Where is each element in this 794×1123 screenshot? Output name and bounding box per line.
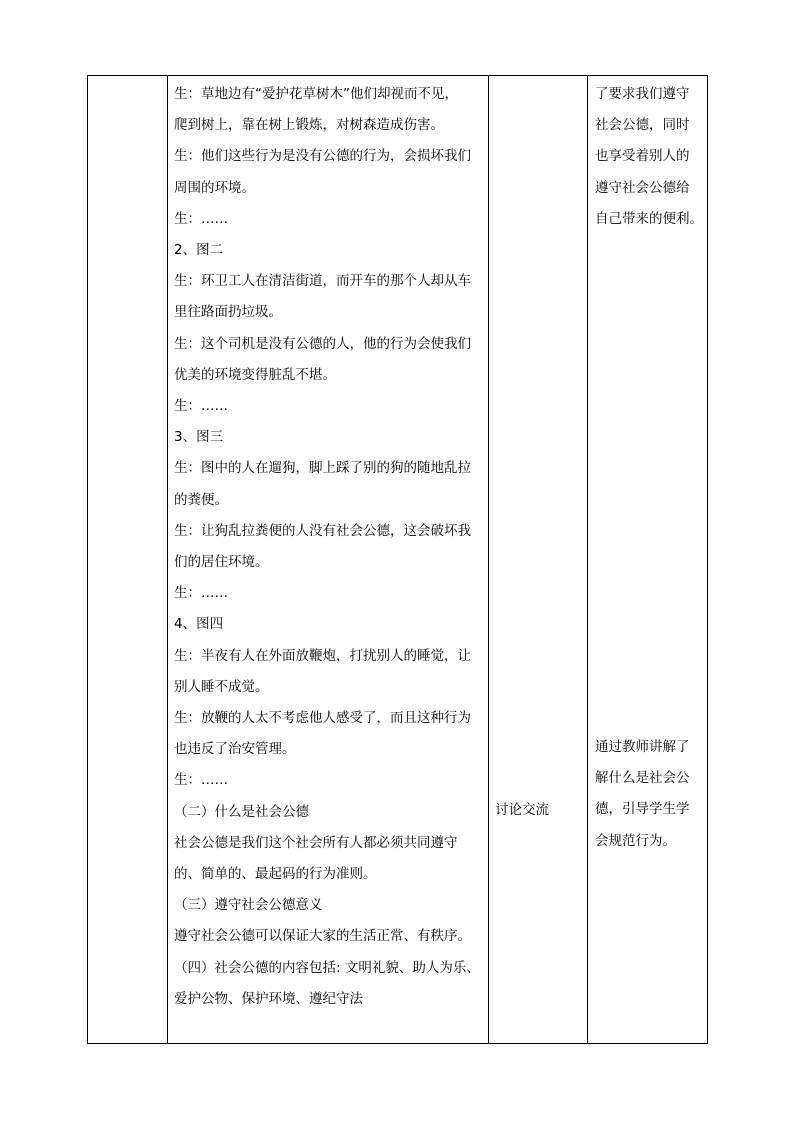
- content-line: 社会公德是我们这个社会所有人都必须共同遵守: [174, 834, 458, 851]
- intent-line: 社会公德，同时: [595, 117, 690, 134]
- content-line: 生：他们这些行为是没有公德的行为，会损坏我们: [174, 148, 471, 165]
- content-line: 生：……: [174, 398, 228, 415]
- content-line: 爱护公物、保护环境、遵纪守法: [174, 990, 363, 1007]
- intent-line: 也享受着别人的: [595, 148, 690, 165]
- activity-cell: [489, 76, 588, 1044]
- content-line: 生：……: [174, 772, 228, 789]
- content-line: 周围的环境。: [174, 179, 255, 196]
- content-line: 优美的环境变得脏乱不堪。: [174, 366, 336, 383]
- content-line: 生：……: [174, 210, 228, 227]
- content-line: 生：环卫工人在清洁街道，而开车的那个人却从车: [174, 273, 471, 290]
- content-text-block: [168, 76, 488, 1015]
- intent-line: 遵守社会公德给: [595, 179, 690, 196]
- content-line: 生：这个司机是没有公德的人，他的行为会使我们: [174, 335, 471, 352]
- intent-line: 会规范行为。: [595, 832, 676, 849]
- content-line: 生：草地边有“爱护花草树木”他们却视而不见，: [174, 86, 458, 102]
- lesson-plan-table: [87, 75, 708, 1044]
- intent-line: 通过教师讲解了: [595, 739, 690, 755]
- content-line: 生：放鞭的人太不考虑他人感受了，而且这种行为: [174, 710, 471, 727]
- intent-line: 德，引导学生学: [595, 801, 690, 818]
- content-line: 4、图四: [174, 616, 224, 633]
- activity-label: 讨论交流: [495, 802, 549, 818]
- content-line: 3、图三: [174, 429, 224, 446]
- intent-line: 自己带来的便利。: [595, 210, 703, 227]
- content-line: 的、简单的、最起码的行为准则。: [174, 866, 377, 883]
- content-line: 爬到树上，靠在树上锻炼，对树森造成伤害。: [174, 117, 444, 134]
- content-line: 遵守社会公德可以保证大家的生活正常、有秩序。: [174, 928, 471, 945]
- intent-line: 解什么是社会公: [595, 770, 690, 787]
- table-row: [88, 76, 708, 1044]
- content-line: 也违反了治安管理。: [174, 741, 296, 758]
- content-line: （四）社会公德的内容包括: 文明礼貌、助人为乐、: [174, 959, 480, 976]
- intent-text-block-2: [595, 732, 703, 857]
- content-line: 别人睡不成觉。: [174, 678, 269, 695]
- intent-cell: [588, 76, 708, 1044]
- content-line: （二）什么是社会公德: [174, 803, 309, 820]
- content-line: 2、图二: [174, 242, 224, 259]
- intent-text-block-1: [595, 79, 703, 235]
- content-line: 里往路面扔垃圾。: [174, 304, 282, 321]
- content-line: 生：……: [174, 585, 228, 602]
- content-line: 们的居住环境。: [174, 554, 269, 571]
- content-line: （三）遵守社会公德意义: [174, 897, 323, 914]
- content-line: 生：半夜有人在外面放鞭炮，打扰别人的睡觉，让: [174, 647, 471, 664]
- content-line: 生：让狗乱拉粪便的人没有社会公德，这会破坏我: [174, 522, 471, 539]
- content-line: 生：图中的人在遛狗，脚上踩了别的狗的随地乱拉: [174, 460, 471, 477]
- intent-line: 了要求我们遵守: [595, 86, 690, 102]
- content-line: 的粪便。: [174, 491, 228, 508]
- stage-cell: [88, 76, 168, 1044]
- content-cell: [168, 76, 489, 1044]
